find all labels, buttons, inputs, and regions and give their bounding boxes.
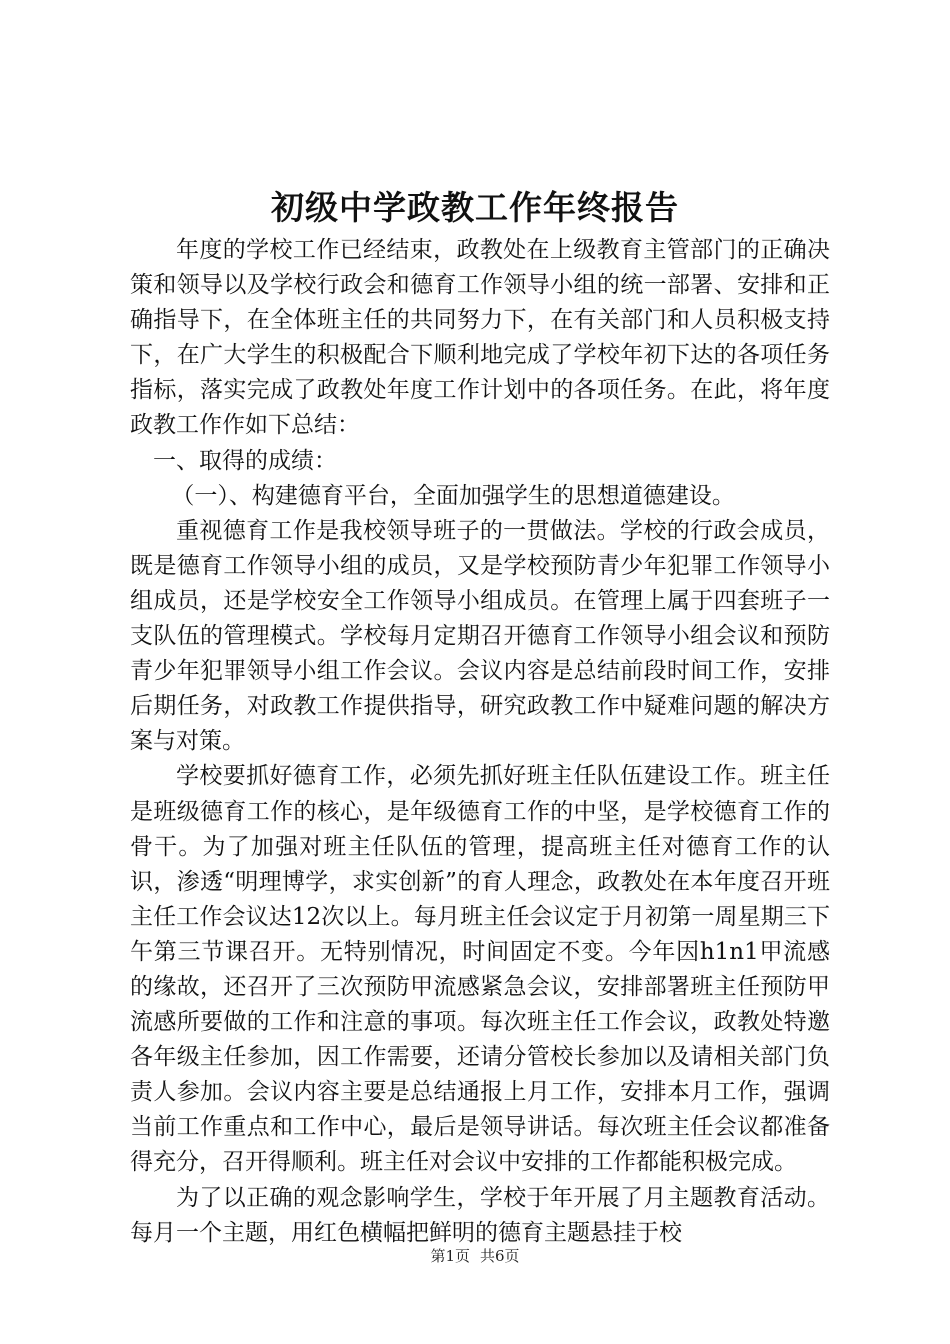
document-title: 初级中学政教工作年终报告 [271, 188, 679, 227]
paragraph-intro: 年度的学校工作已经结束，政教处在上级教育主管部门的正确决策和领导以及学校行政会和德育工作领导小组的统一部署、安排和正确指导下，在全体班主任的共同努力下，在有关部门和人员积极支持下，在广大学生的积极配合下顺利地完成了学校年初下达的各项任务指标，落实完成了政教处年度工作计划中的各项任务。在此，将年度政教工作作如下总结： [130, 237, 830, 439]
page-number: 第1页 [430, 1247, 470, 1265]
paragraph-class-teachers: 学校要抓好德育工作，必须先抓好班主任队伍建设工作。班主任是班级德育工作的核心，是年级德育工作的中坚，是学校德育工作的骨干。为了加强对班主任队伍的管理，提高班主任对德育工作的认识，渗透“明理博学，求实创新”的育人理念，政教处在本年度召开班主任工作会议达12次以上。每月班主任会议定于月初第一周星期三下午第三节课召开。无特别情况，时间固定不变。今年因h1n1甲流感的缘故，还召开了三次预防甲流感紧急会议，安排部署班主任预防甲流感所要做的工作和注意的事项。每次班主任工作会议，政教处特邀各年级主任参加，因工作需要，还请分管校长参加以及请相关部门负责人参加。会议内容主要是总结通报上月工作，安排本月工作，强调当前工作重点和工作中心，最后是领导讲话。每次班主任会议都准备得充分，召开得顺利。班主任对会议中安排的工作都能积极完成。 [130, 763, 830, 1176]
paragraph-leadership: 重视德育工作是我校领导班子的一贯做法。学校的行政会成员，既是德育工作领导小组的成员，又是学校预防青少年犯罪工作领导小组成员，还是学校安全工作领导小组成员。在管理上属于四套班子一支队伍的管理模式。学校每月定期召开德育工作领导小组会议和预防青少年犯罪领导小组工作会议。会议内容是总结前段时间工作，安排后期任务，对政教工作提供指导，研究政教工作中疑难问题的解决方案与对策。 [130, 517, 830, 755]
page-footer [0, 1246, 950, 1266]
section-heading-achievements: 一、取得的成绩： [153, 447, 337, 474]
document-body [130, 233, 830, 1251]
subsection-heading-moral-platform: （一）、构建德育平台，全面加强学生的思想道德建设。 [171, 482, 735, 509]
paragraph-monthly-themes: 为了以正确的观念影响学生，学校于年开展了月主题教育活动。每月一个主题，用红色横幅把鲜明的德育主题悬挂于校 [130, 1184, 830, 1246]
page-total: 共6页 [480, 1247, 520, 1265]
